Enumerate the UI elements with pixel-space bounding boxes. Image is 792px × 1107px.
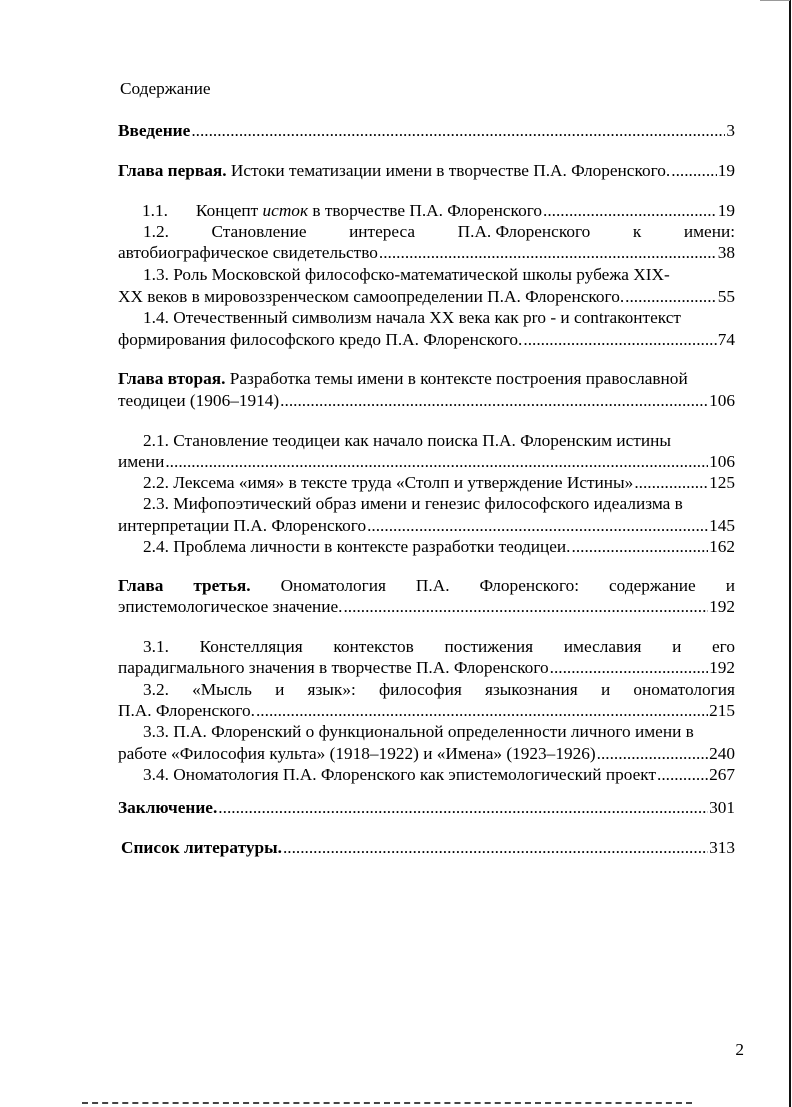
s31-w6: его <box>712 637 735 656</box>
leader-dots <box>283 837 708 859</box>
ch3-line2: эпистемологическое значение. <box>118 597 343 616</box>
toc-entry-1-1[interactable] <box>118 200 735 222</box>
s13-page: 55 <box>717 287 735 306</box>
toc-entry-3-2-line2[interactable] <box>118 700 735 722</box>
s31-w3: постижения <box>444 637 534 656</box>
toc-entry-chapter-2-line1[interactable] <box>118 368 735 390</box>
toc-entry-3-2-line1[interactable] <box>143 679 735 701</box>
toc-entry-2-1-line1[interactable] <box>143 430 735 452</box>
toc-entry-1-4-line1[interactable] <box>143 307 735 329</box>
s23-line2: интерпретации П.А. Флоренского <box>118 516 367 535</box>
leader-dots <box>191 120 725 142</box>
s31-page: 192 <box>709 658 735 677</box>
leader-dots <box>280 390 708 412</box>
toc-entry-1-4-line2[interactable] <box>118 329 735 351</box>
toc-entry-chapter-2-line2[interactable] <box>118 390 735 412</box>
leader-dots <box>379 242 717 264</box>
toc-entry-chapter-3-line2[interactable] <box>118 596 735 618</box>
s32-w4: философия <box>378 680 462 699</box>
s12-line2: автобиографическое свидетельство <box>118 243 378 262</box>
s12-w4: к <box>632 222 642 241</box>
s12-w1: Становление <box>211 222 307 241</box>
ch3-w4: и <box>725 576 735 595</box>
leader-dots <box>550 657 708 679</box>
s21-line1: 2.1. Становление теодицеи как начало поиска П.А. Флоренским истины <box>143 431 671 450</box>
s32-w1: «Мысль <box>192 680 252 699</box>
conclusion-page: 301 <box>709 798 735 817</box>
s31-w4: имеславия <box>563 637 642 656</box>
s13-line2: XX веков в мировоззренческом самоопределении П.А. Флоренского. <box>118 287 625 306</box>
toc-entry-2-2[interactable] <box>143 472 735 494</box>
s21-line2: имени <box>118 452 165 471</box>
s22-page: 125 <box>709 473 735 492</box>
s32-w2: и <box>275 680 285 699</box>
ch2-text2: теодицеи (1906–1914) <box>118 391 280 410</box>
leader-dots <box>597 743 708 765</box>
s12-page: 38 <box>717 243 735 262</box>
s32-page: 215 <box>709 701 735 720</box>
toc-entry-1-2-line1[interactable] <box>143 221 735 243</box>
s31-w2: контекстов <box>333 637 414 656</box>
toc-entry-2-3-line1[interactable] <box>143 493 735 515</box>
ch2-page: 106 <box>709 391 735 410</box>
s31-line2: парадигмального значения в творчестве П.А. Флоренского <box>118 658 549 677</box>
leader-dots <box>572 536 709 558</box>
page-edge <box>789 0 791 1107</box>
s31-w0: 3.1. <box>143 637 169 656</box>
scan-mark <box>760 0 790 1</box>
leader-dots <box>523 329 716 351</box>
ch1-page: 19 <box>717 161 735 180</box>
toc-entry-conclusion[interactable] <box>118 797 735 819</box>
s13-line1: 1.3. Роль Московской философско-математической школы рубежа XIX- <box>143 265 670 284</box>
leader-dots <box>256 700 708 722</box>
conclusion-label: Заключение. <box>118 798 218 817</box>
toc-entry-3-3-line1[interactable] <box>143 721 735 743</box>
s32-line2: П.А. Флоренского. <box>118 701 255 720</box>
s12-w0: 1.2. <box>143 222 169 241</box>
s11-num: 1.1. <box>142 201 168 220</box>
s12-w2: интереса <box>349 222 416 241</box>
s24-text: 2.4. Проблема личности в контексте разработки теодицеи. <box>143 537 571 556</box>
s23-page: 145 <box>709 516 735 535</box>
ch3-head-w0: Глава <box>118 576 164 595</box>
scan-artifact-line <box>82 1102 692 1104</box>
ch3-w0: Ономатология <box>280 576 386 595</box>
s22-text: 2.2. Лексема «имя» в тексте труда «Столп и утверждение Истины» <box>143 473 634 492</box>
toc-entry-1-3-line1[interactable] <box>143 264 735 286</box>
toc-entry-intro[interactable] <box>118 120 735 142</box>
leader-dots <box>543 200 717 222</box>
toc-entry-2-1-line2[interactable] <box>118 451 735 473</box>
bibliography-label: Список литературы. <box>121 838 282 857</box>
bibliography-page: 313 <box>709 838 735 857</box>
s11-text-a: Концепт <box>195 201 263 220</box>
toc-entry-chapter-3-line1[interactable] <box>118 575 735 597</box>
ch2-head: Глава вторая. <box>118 369 226 388</box>
leader-dots <box>625 286 717 308</box>
s12-w3: П.А. Флоренского <box>457 222 591 241</box>
leader-dots <box>218 797 708 819</box>
toc-entry-2-3-line2[interactable] <box>118 515 735 537</box>
s32-w5: языкознания <box>485 680 578 699</box>
toc-entry-bibliography[interactable] <box>121 837 735 859</box>
s12-w5: имени: <box>683 222 735 241</box>
s21-page: 106 <box>709 452 735 471</box>
s32-w7: ономатология <box>633 680 735 699</box>
s31-w5: и <box>672 637 682 656</box>
s33-page: 240 <box>709 744 735 763</box>
toc-title: Содержание <box>120 79 211 98</box>
leader-dots <box>343 596 708 618</box>
s33-line2: работе «Философия культа» (1918–1922) и «Имена» (1923–1926) <box>118 744 596 763</box>
toc-entry-1-2-line2[interactable] <box>118 242 735 264</box>
s14-page: 74 <box>717 330 735 349</box>
s34-text: 3.4. Ономатология П.А. Флоренского как эпистемологический проект <box>143 765 656 784</box>
toc-entry-3-1-line2[interactable] <box>118 657 735 679</box>
toc-entry-1-3-line2[interactable] <box>118 286 735 308</box>
leader-dots <box>671 160 716 182</box>
ch3-w3: содержание <box>609 576 696 595</box>
s14-line2: формирования философского кредо П.А. Флоренского. <box>118 330 523 349</box>
intro-page: 3 <box>726 121 735 140</box>
toc-entry-3-3-line2[interactable] <box>118 743 735 765</box>
s34-page: 267 <box>709 765 735 784</box>
ch3-page: 192 <box>709 597 735 616</box>
toc-entry-chapter-1[interactable] <box>118 160 735 182</box>
s14-line1: 1.4. Отечественный символизм начала XX века как pro - и contraконтекст <box>143 308 681 327</box>
toc-entry-3-1-line1[interactable] <box>143 636 735 658</box>
leader-dots <box>657 764 708 786</box>
ch3-w1: П.А. <box>415 576 450 595</box>
toc-entry-2-4[interactable] <box>143 536 735 558</box>
s11-text-b: в творчестве П.А. Флоренского <box>308 201 543 220</box>
s33-line1: 3.3. П.А. Флоренский о функциональной определенности личного имени в <box>143 722 694 741</box>
leader-dots <box>165 451 708 473</box>
page-number: 2 <box>735 1040 744 1059</box>
s23-line1: 2.3. Мифопоэтический образ имени и генезис философского идеализма в <box>143 494 683 513</box>
intro-label: Введение <box>118 121 191 140</box>
s32-w3: язык»: <box>307 680 356 699</box>
s31-w1: Констелляция <box>199 637 303 656</box>
s11-page: 19 <box>717 201 735 220</box>
s32-w6: и <box>600 680 611 699</box>
s24-page: 162 <box>709 537 735 556</box>
ch3-head-w1: третья. <box>193 576 251 595</box>
leader-dots <box>367 515 708 537</box>
s32-w0: 3.2. <box>143 680 169 699</box>
ch2-text1: Разработка темы имени в контексте построения православной <box>229 369 688 388</box>
s11-text-em: исток <box>262 201 309 220</box>
ch1-text: Истоки тематизации имени в творчестве П.А. Флоренского. <box>230 161 671 180</box>
leader-dots <box>634 472 708 494</box>
ch1-head: Глава первая. <box>118 161 227 180</box>
ch3-w2: Флоренского: <box>479 576 580 595</box>
toc-entry-3-4[interactable] <box>143 764 735 786</box>
